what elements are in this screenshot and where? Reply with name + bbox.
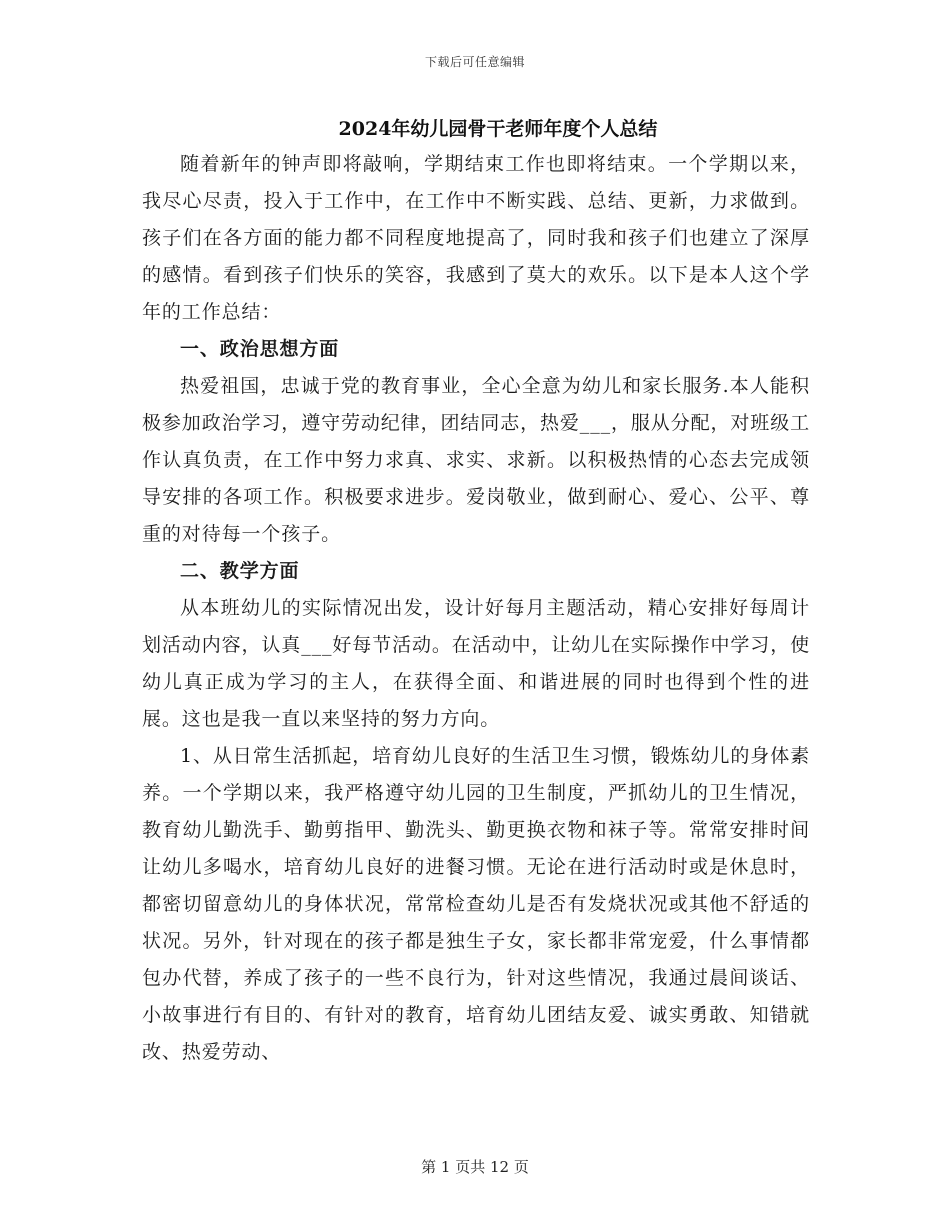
intro-paragraph: 随着新年的钟声即将敲响，学期结束工作也即将结束。一个学期以来，我尽心尽责，投入于工作中，在工作中不断实践、总结、更新，力求做到。孩子们在各方面的能力都不同程度地提高了，同时我和孩子们也建立了深厚的感情。看到孩子们快乐的笑容，我感到了莫大的欢乐。以下是本人这个学年的工作总结： — [142, 153, 810, 323]
teaching-paragraph: 从本班幼儿的实际情况出发，设计好每月主题活动，精心安排好每周计划活动内容，认真___好每节活动。在活动中，让幼儿在实际操作中学习，使幼儿真正成为学习的主人，在获得全面、和谐进展的同时也得到个性的进展。这也是我一直以来坚持的努力方向。 — [142, 597, 811, 730]
section-heading-teaching: 二、教学方面 — [180, 560, 300, 582]
politics-paragraph: 热爱祖国，忠诚于党的教育事业，全心全意为幼儿和家长服务.本人能积极参加政治学习，遵守劳动纪律，团结同志，热爱___，服从分配，对班级工作认真负责，在工作中努力求真、求实、求新。以积极热情的心态去完成领导安排的各项工作。积极要求进步。爱岗敬业，做到耐心、爱心、公平、尊重的对待每一个孩子。 — [142, 375, 811, 545]
daily-life-paragraph: 1、从日常生活抓起，培育幼儿良好的生活卫生习惯，锻炼幼儿的身体素养。一个学期以来，我严格遵守幼儿园的卫生制度，严抓幼儿的卫生情况，教育幼儿勤洗手、勤剪指甲、勤洗头、勤更换衣物和袜子等。常常安排时间让幼儿多喝水，培育幼儿良好的进餐习惯。无论在进行活动时或是休息时，都密切留意幼儿的身体状况，常常检查幼儿是否有发烧状况或其他不舒适的状况。另外，针对现在的孩子都是独生子女，家长都非常宠爱，什么事情都包办代替，养成了孩子的一些不良行为，针对这些情况，我通过晨间谈话、小故事进行有目的、有针对的教育，培育幼儿团结友爱、诚实勇敢、知错就改、热爱劳动、 — [142, 745, 810, 1063]
header-note: 下载后可任意编辑 — [424, 55, 525, 69]
page-footer: 第 1 页共 12 页 — [421, 1158, 529, 1176]
section-heading-politics: 一、政治思想方面 — [180, 338, 340, 360]
document-body — [142, 146, 810, 1071]
document-title: 2024年幼儿园骨干老师年度个人总结 — [338, 118, 658, 140]
